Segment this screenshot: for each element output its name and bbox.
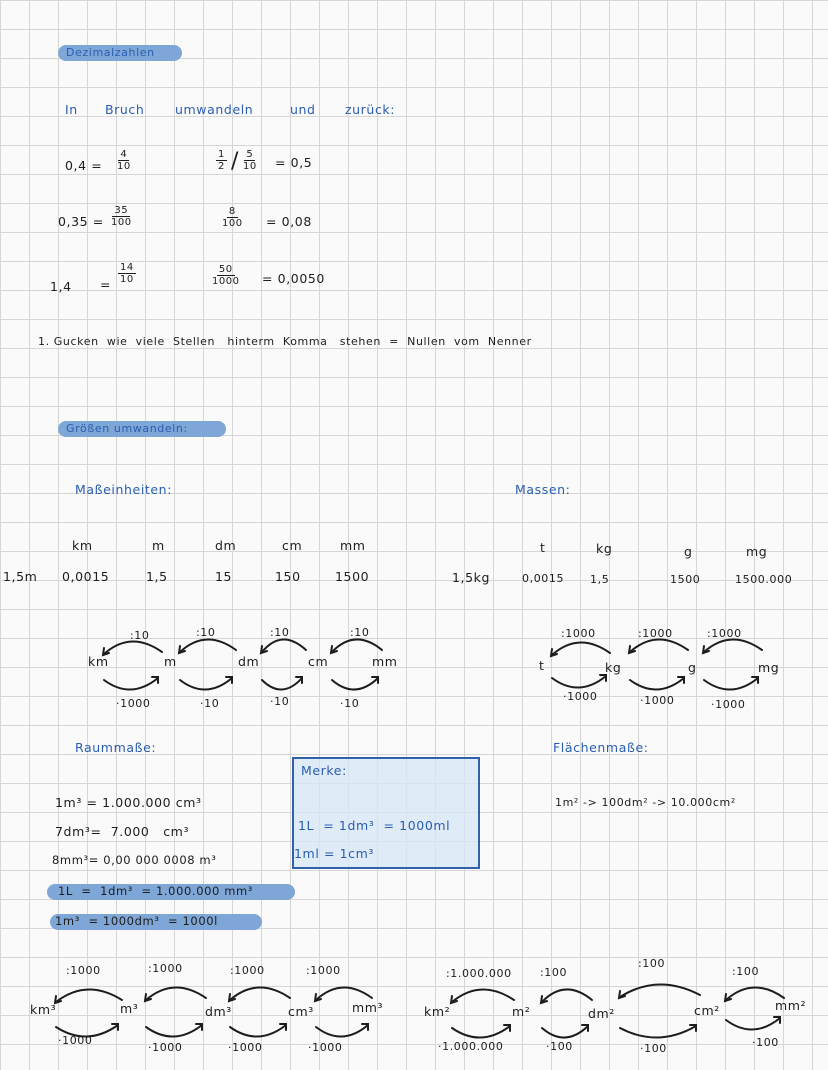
table-value: 1,5 bbox=[146, 569, 168, 584]
area-line: 1m² -> 100dm² -> 10.000cm² bbox=[555, 796, 736, 809]
decimal-value: 0,4 = bbox=[65, 158, 103, 173]
volume-line: 8mm³= 0,00 000 0008 m³ bbox=[52, 853, 217, 867]
divide-arrow bbox=[180, 639, 236, 652]
unit-header: m bbox=[152, 538, 165, 553]
numerator: 35 bbox=[114, 205, 129, 216]
divide-arrow bbox=[104, 641, 162, 654]
divide-label: :10 bbox=[196, 626, 216, 639]
merke-title: Merke: bbox=[301, 763, 347, 778]
unit-header: km bbox=[72, 538, 93, 553]
example-label: 1,5m bbox=[3, 569, 38, 584]
multiply-arrow bbox=[704, 678, 758, 690]
chain-unit: t bbox=[539, 658, 545, 673]
heading-massen: Massen: bbox=[515, 482, 571, 497]
multiply-label: ·1000 bbox=[148, 1041, 183, 1054]
numerator: 5 bbox=[246, 149, 254, 160]
divide-arrow bbox=[452, 989, 514, 1002]
multiply-label: ·1000 bbox=[228, 1041, 263, 1054]
divide-label: :1000 bbox=[230, 964, 265, 977]
denominator: 10 bbox=[243, 161, 257, 172]
equals: = bbox=[100, 277, 112, 292]
chain-unit: dm bbox=[238, 654, 260, 669]
subtitle-word: In bbox=[65, 102, 78, 117]
chain-unit: m² bbox=[512, 1004, 531, 1019]
numerator: 4 bbox=[120, 149, 128, 160]
heading-raummasse: Raummaße: bbox=[75, 740, 157, 755]
chain-unit: cm² bbox=[694, 1003, 720, 1018]
chain-unit: dm³ bbox=[205, 1004, 232, 1019]
highlight-line: 1L = 1dm³ = 1.000.000 mm³ bbox=[58, 884, 254, 898]
divide-label: :10 bbox=[130, 629, 150, 642]
unit-header: cm bbox=[282, 538, 303, 553]
multiply-label: ·100 bbox=[752, 1036, 779, 1049]
heading-masseinheiten: Maßeinheiten: bbox=[75, 482, 173, 497]
divide-label: :1000 bbox=[66, 964, 101, 977]
multiply-label: ·1000 bbox=[58, 1034, 93, 1047]
divide-label: :1000 bbox=[561, 627, 596, 640]
multiply-label: ·10 bbox=[200, 697, 220, 710]
rule-text: 1. Gucken wie viele Stellen hinterm Komma stehen = Nullen vom Nenner bbox=[38, 335, 532, 348]
multiply-label: ·1000 bbox=[308, 1041, 343, 1054]
multiply-label: ·1000 bbox=[640, 694, 675, 707]
chain-unit: mm³ bbox=[352, 1000, 384, 1015]
chain-unit: km² bbox=[424, 1004, 451, 1019]
table-value: 1500 bbox=[670, 573, 701, 586]
divide-label: :1000 bbox=[306, 964, 341, 977]
divide-label: :1.000.000 bbox=[446, 967, 512, 980]
unit-header: mg bbox=[746, 544, 768, 559]
multiply-arrow bbox=[726, 1018, 780, 1030]
slash: / bbox=[231, 149, 240, 174]
decimal-value: 0,35 = bbox=[58, 214, 104, 229]
divide-arrow bbox=[726, 987, 784, 1000]
divide-arrow bbox=[262, 639, 306, 652]
denominator: 10 bbox=[120, 274, 134, 285]
multiply-arrow bbox=[104, 678, 158, 690]
multiply-arrow bbox=[146, 1025, 202, 1037]
chain-unit: cm³ bbox=[288, 1004, 314, 1019]
chain-unit: km bbox=[88, 654, 109, 669]
result: = 0,0050 bbox=[262, 271, 325, 286]
multiply-label: ·10 bbox=[340, 697, 360, 710]
chain-unit: m³ bbox=[120, 1001, 139, 1016]
decimal-value: 1,4 bbox=[50, 279, 72, 294]
divide-label: :1000 bbox=[148, 962, 183, 975]
multiply-label: ·1.000.000 bbox=[438, 1040, 504, 1053]
multiply-arrow bbox=[452, 1026, 510, 1038]
table-value: 1500 bbox=[335, 569, 370, 584]
subtitle-word: und bbox=[290, 102, 316, 117]
subtitle-word: zurück: bbox=[345, 102, 396, 117]
divide-arrow bbox=[146, 987, 206, 1000]
section-title-groessen: Größen umwandeln: bbox=[66, 422, 188, 435]
table-value: 0,0015 bbox=[62, 569, 110, 584]
volume-line: 1m³ = 1.000.000 cm³ bbox=[55, 795, 202, 810]
merke-line: 1L = 1dm³ = 1000ml bbox=[298, 818, 451, 833]
multiply-arrow bbox=[542, 1026, 588, 1038]
denominator: 1000 bbox=[212, 276, 240, 287]
multiply-label: ·1000 bbox=[116, 697, 151, 710]
multiply-arrow bbox=[332, 678, 378, 690]
multiply-label: ·1000 bbox=[711, 698, 746, 711]
table-value: 15 bbox=[215, 569, 233, 584]
divide-arrow bbox=[542, 989, 592, 1002]
table-value: 1500.000 bbox=[735, 573, 793, 586]
highlight-line: 1m³ = 1000dm³ = 1000l bbox=[55, 914, 218, 928]
multiply-label: ·10 bbox=[270, 695, 290, 708]
subtitle-word: Bruch bbox=[105, 102, 145, 117]
multiply-arrow bbox=[262, 678, 302, 690]
chain-unit: dm² bbox=[588, 1006, 615, 1021]
divide-label: :10 bbox=[350, 626, 370, 639]
table-value: 1,5 bbox=[590, 573, 610, 586]
multiply-label: ·100 bbox=[640, 1042, 667, 1055]
divide-arrow bbox=[56, 989, 122, 1002]
section-title-dezimalzahlen: Dezimalzahlen bbox=[66, 46, 155, 59]
multiply-arrow bbox=[316, 1025, 368, 1037]
chain-unit: g bbox=[688, 660, 697, 675]
numerator: 8 bbox=[228, 206, 236, 217]
numerator: 1 bbox=[218, 149, 225, 160]
unit-header: mm bbox=[340, 538, 366, 553]
chain-unit: cm bbox=[308, 654, 329, 669]
divide-arrow bbox=[630, 639, 688, 652]
result: = 0,08 bbox=[266, 214, 312, 229]
denominator: 100 bbox=[111, 217, 132, 228]
merke-line: 1ml = 1cm³ bbox=[294, 846, 375, 861]
divide-label: :1000 bbox=[638, 627, 673, 640]
multiply-arrow bbox=[56, 1025, 118, 1037]
divide-label: :100 bbox=[638, 957, 666, 970]
table-value: 0,0015 bbox=[522, 572, 565, 585]
table-value: 150 bbox=[275, 569, 301, 584]
divide-label: :10 bbox=[270, 626, 290, 639]
example-label: 1,5kg bbox=[452, 570, 491, 585]
numerator: 50 bbox=[218, 264, 233, 275]
divide-arrow bbox=[704, 639, 762, 652]
multiply-label: ·1000 bbox=[563, 690, 598, 703]
chain-unit: mg bbox=[758, 660, 780, 675]
divide-arrow bbox=[332, 639, 382, 652]
chain-unit: kg bbox=[605, 660, 622, 675]
multiply-arrow bbox=[180, 678, 232, 690]
numerator: 14 bbox=[120, 262, 134, 273]
multiply-arrow bbox=[230, 1025, 286, 1037]
volume-line: 7dm³= 7.000 cm³ bbox=[55, 824, 190, 839]
multiply-label: ·100 bbox=[546, 1040, 573, 1053]
chain-unit: km³ bbox=[30, 1002, 57, 1017]
subtitle-word: umwandeln bbox=[175, 102, 254, 117]
divide-arrow bbox=[316, 987, 372, 1000]
divide-arrow bbox=[552, 642, 610, 655]
heading-flaechenmasse: Flächenmaße: bbox=[553, 740, 649, 755]
divide-label: :1000 bbox=[707, 627, 742, 640]
divide-label: :100 bbox=[732, 965, 760, 978]
denominator: 10 bbox=[117, 161, 131, 172]
divide-label: :100 bbox=[540, 966, 568, 979]
multiply-arrow bbox=[552, 676, 606, 688]
denominator: 2 bbox=[218, 161, 225, 172]
unit-header: dm bbox=[215, 538, 237, 553]
result: = 0,5 bbox=[275, 155, 313, 170]
unit-header: kg bbox=[596, 541, 613, 556]
multiply-arrow bbox=[630, 678, 684, 690]
chain-unit: m bbox=[164, 654, 177, 669]
divide-arrow bbox=[230, 987, 290, 1000]
divide-arrow bbox=[620, 984, 700, 997]
chain-unit: mm² bbox=[775, 998, 807, 1013]
multiply-arrow bbox=[620, 1026, 696, 1038]
unit-header: g bbox=[684, 544, 693, 559]
chain-unit: mm bbox=[372, 654, 398, 669]
unit-header: t bbox=[540, 540, 546, 555]
denominator: 100 bbox=[222, 218, 243, 229]
